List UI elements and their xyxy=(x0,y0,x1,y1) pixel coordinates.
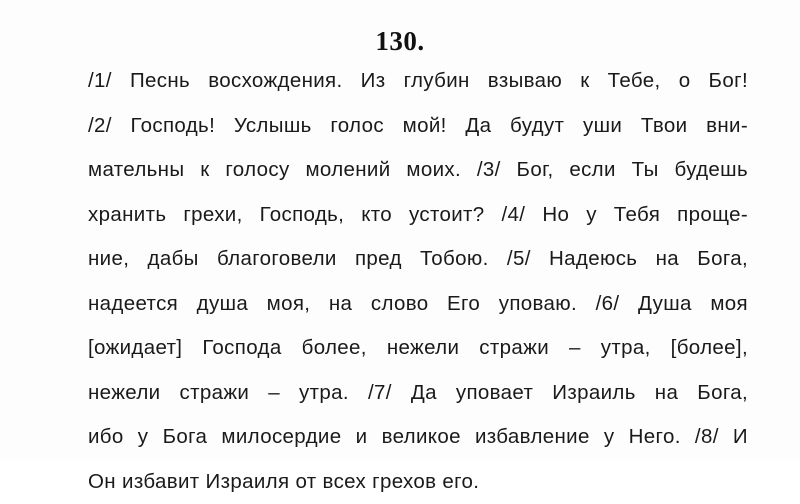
text-line-4: хранить грехи, Господь, кто устоит? /4/ Но у Тебя проще- xyxy=(88,193,748,238)
text-line-9: ибо у Бога милосердие и великое избавление у Него. /8/ И xyxy=(88,415,748,460)
text-line-6: надеется душа моя, на слово Его уповаю. /6/ Душа моя xyxy=(88,282,748,327)
text-line-10: Он избавит Израиля от всех грехов его. xyxy=(88,460,748,504)
text-line-8: нежели стражи – утра. /7/ Да уповает Израиль на Бога, xyxy=(88,371,748,416)
text-line-7: [ожидает] Господа более, нежели стражи – утра, [более], xyxy=(88,326,748,371)
psalm-text-body xyxy=(88,59,748,504)
text-line-2: /2/ Господь! Услышь голос мой! Да будут уши Твои вни- xyxy=(88,104,748,149)
psalm-number-heading: 130. xyxy=(0,26,800,57)
text-line-5: ние, дабы благоговели пред Тобою. /5/ Надеюсь на Бога, xyxy=(88,237,748,282)
text-line-1: /1/ Песнь восхождения. Из глубин взываю к Тебе, о Бог! xyxy=(88,59,748,104)
text-line-3: мательны к голосу молений моих. /3/ Бог, если Ты будешь xyxy=(88,148,748,193)
